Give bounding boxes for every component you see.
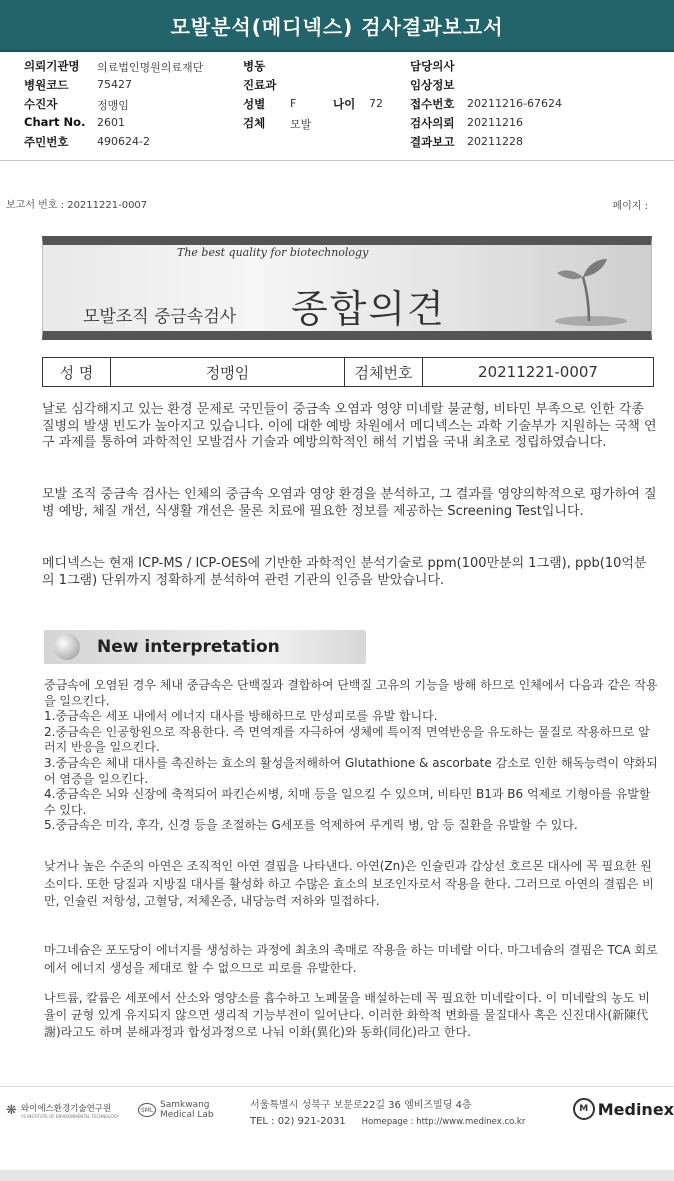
zinc-text: 낮거나 높은 수준의 아연은 조직적인 아연 결핍을 나타낸다. 아연(Zn)은 인슐린과 갑상선 호르몬 대사에 꼭 필요한 원소이다. 또한 당질과 지방질 대사를 활성화 하고 수많은 효소의 보조인자로서 작용을 한다. 그러므로 아연의 결핍은 비만, 인슐린 저항성, 고혈당, 저체온증, 내당능력 저하와 밀접하다. [44, 859, 654, 908]
medinex-brand: Medinex [597, 1099, 674, 1119]
contact-address [250, 1098, 525, 1130]
specimen-no-value: 20211221-0007 [478, 363, 598, 381]
name-table [42, 357, 654, 387]
intro-paragraph-2 [42, 487, 658, 520]
receipt-no-value: 20211216-67624 [467, 97, 562, 110]
age-value: 72 [369, 97, 383, 110]
name-value: 정맹임 [111, 358, 345, 386]
interpretation-lead: 중금속에 오염된 경우 체내 중금속은 단백질과 결합하여 단백질 고유의 기능을 방해 하므로 인체에서 다음과 같은 작용을 일으킨다. [44, 678, 658, 708]
sodium-potassium-text: 나트륨, 칼륨은 세포에서 산소와 영양소를 흡수하고 노폐물을 배설하는데 꼭 필요한 미네랄이다. 이 미네랄의 농도 비율이 균형 있게 유지되지 않으면 생리적 기능부전이 일어난다. 이러한 화학적 변화를 물질대사 혹은 신진대사(新陳代謝)라고도 하며 분해과정과 합성과정으로 나눠 이화(異化)와 동화(同化)라고 한다. [44, 991, 650, 1039]
name-label: 성 명 [43, 358, 111, 386]
ward-label: 병동 [243, 59, 266, 73]
page-number: 페이지 : [612, 201, 648, 212]
resident-no-label: 주민번호 [24, 135, 69, 149]
magnesium-paragraph [44, 942, 658, 977]
address-text: 서울특별시 성북구 보문로22길 36 엠비즈빌딩 4층 [250, 1100, 472, 1111]
banner-tagline: The best quality for biotechnology [177, 246, 369, 259]
ys-logo-icon: ❋ [6, 1103, 17, 1118]
zinc-paragraph [44, 858, 658, 911]
interpretation-item-5: 5.중금속은 미각, 후각, 신경 등을 조절하는 G세포를 억제하여 루게릭 병, 암 등 질환을 유발할 수 있다. [44, 818, 578, 833]
specimen-value: 모발 [290, 118, 312, 131]
sprout-icon [543, 251, 633, 327]
samkwang-sub: Medical Lab [160, 1110, 214, 1120]
divider [0, 160, 674, 161]
homepage-link[interactable]: Homepage : http://www.medinex.co.kr [361, 1117, 526, 1127]
medinex-logo [573, 1098, 674, 1120]
chart-no-label: Chart No. [24, 115, 86, 129]
patient-label: 수진자 [24, 97, 58, 111]
report-title-bar [0, 0, 674, 52]
report-number: 보고서 번호 : 20211221-0007 [6, 200, 148, 211]
interpretation-body [44, 678, 658, 834]
request-date-label: 검사의뢰 [410, 116, 455, 130]
interpretation-heading: New interpretation [97, 637, 280, 657]
bullet-ball-icon [54, 634, 80, 660]
intro-paragraph-3 [42, 556, 658, 589]
banner-title: 종합의견 [291, 287, 446, 331]
report-title: 모발분석(메디넥스) 검사결과보고서 [170, 14, 504, 39]
interpretation-item-1: 1.중금속은 세포 내에서 에너지 대사를 방해하므로 만성피로를 유발 합니다. [44, 709, 438, 724]
intro-text-2: 모발 조직 중금속 검사는 인체의 중금속 오염과 영양 환경을 분석하고, 그 결과를 영양의학적으로 평가하여 질병 예방, 체질 개선, 식생활 개선은 물론 치료에 필요한 정보를 제공하는 Screening Test입니다. [42, 487, 657, 519]
patient-info-block [0, 58, 674, 150]
interpretation-heading-bar [44, 630, 366, 664]
banner-subtitle: 모발조직 중금속검사 [83, 307, 237, 327]
ys-institute-logo [6, 1102, 119, 1119]
interpretation-item-3: 3.중금속은 체내 대사를 촉진하는 효소의 활성을저해하여 Glutathione & ascorbate 감소로 인한 해독능력이 약화되어 염증을 일으킨다. [44, 755, 658, 786]
intro-text-1: 날로 심각해지고 있는 환경 문제로 국민들이 중금속 오염과 영양 미네랄 불균형, 비타민 부족으로 인한 각종 질병의 발생 빈도가 높아지고 있습니다. 이에 대한 예방 차원에서 메디넥스는 과학 기술부가 지원하는 국책 연구 과제를 통하여 과학적인 모발검사 기술과 예방의학적인 해석 기법을 국내 최초로 정립하였습니다. [42, 402, 657, 450]
page-bottom-band [0, 1170, 674, 1181]
clinical-info-label: 임상정보 [410, 78, 455, 92]
footer-divider [0, 1086, 674, 1087]
request-date-value: 20211216 [467, 116, 523, 129]
ys-institute-name: 와이에스환경기술연구원 [20, 1104, 112, 1114]
specimen-label: 검체 [243, 116, 266, 130]
samkwang-logo [138, 1100, 214, 1120]
hospital-code-label: 병원코드 [24, 78, 69, 92]
patient-value: 정맹임 [97, 99, 129, 112]
footer [0, 1094, 674, 1134]
interpretation-item-2: 2.중금속은 인공항원으로 작용한다. 즉 면역계를 자극하여 생체에 특이적 면역반응을 유도하는 물질로 작용하므로 알러지 반응을 일으킨다. [44, 724, 650, 755]
age-label: 나이 [333, 97, 356, 111]
sex-value: F [290, 97, 297, 110]
tel-text: TEL : 02) 921-2031 [250, 1116, 346, 1127]
interpretation-item-4: 4.중금속은 뇌와 신장에 축적되어 파킨슨씨병, 치매 등을 일으킬 수 있으며, 비타민 B1과 B6 억제로 기형아를 유발할 수 있다. [44, 787, 651, 817]
institution-label: 의뢰기관명 [24, 59, 80, 73]
report-date-value: 20211228 [467, 135, 523, 148]
resident-no-value: 490624-2 [97, 135, 150, 148]
intro-paragraph-1 [42, 402, 658, 452]
samkwang-name: Samkwang [160, 1100, 210, 1110]
medinex-logo-icon: M [573, 1098, 595, 1120]
receipt-no-label: 접수번호 [410, 97, 455, 111]
ys-institute-english: YS INSTITUTE OF ENVIRONMENTAL TECHNOLOGY [20, 1114, 120, 1119]
chart-no-value: 2601 [97, 116, 125, 129]
specimen-no-label: 검체번호 [345, 358, 423, 386]
hospital-code-value: 75427 [97, 78, 132, 91]
report-date-label: 결과보고 [410, 135, 455, 149]
magnesium-text: 마그네슘은 포도당이 에너지를 생성하는 과정에 최초의 촉매로 작용을 하는 미네랄 이다. 마그네슘의 결핍은 TCA 회로에서 에너지 생성을 제대로 할 수 없으므로 피로를 유발한다. [44, 943, 658, 975]
sex-label: 성별 [243, 97, 266, 111]
department-label: 진료과 [243, 78, 277, 92]
sodium-potassium-paragraph [44, 990, 658, 1041]
intro-text-3: 메디넥스는 현재 ICP-MS / ICP-OES에 기반한 과학적인 분석기술로 ppm(100만분의 1그램), ppb(10억분의 1그램) 단위까지 정확하게 분석하여 관련 기관의 인증을 받았습니다. [42, 556, 647, 588]
summary-banner [42, 236, 652, 340]
institution-value: 의료법인명원의료재단 [97, 61, 204, 74]
sml-logo-icon: SML [138, 1103, 156, 1117]
doctor-label: 담당의사 [410, 59, 455, 73]
